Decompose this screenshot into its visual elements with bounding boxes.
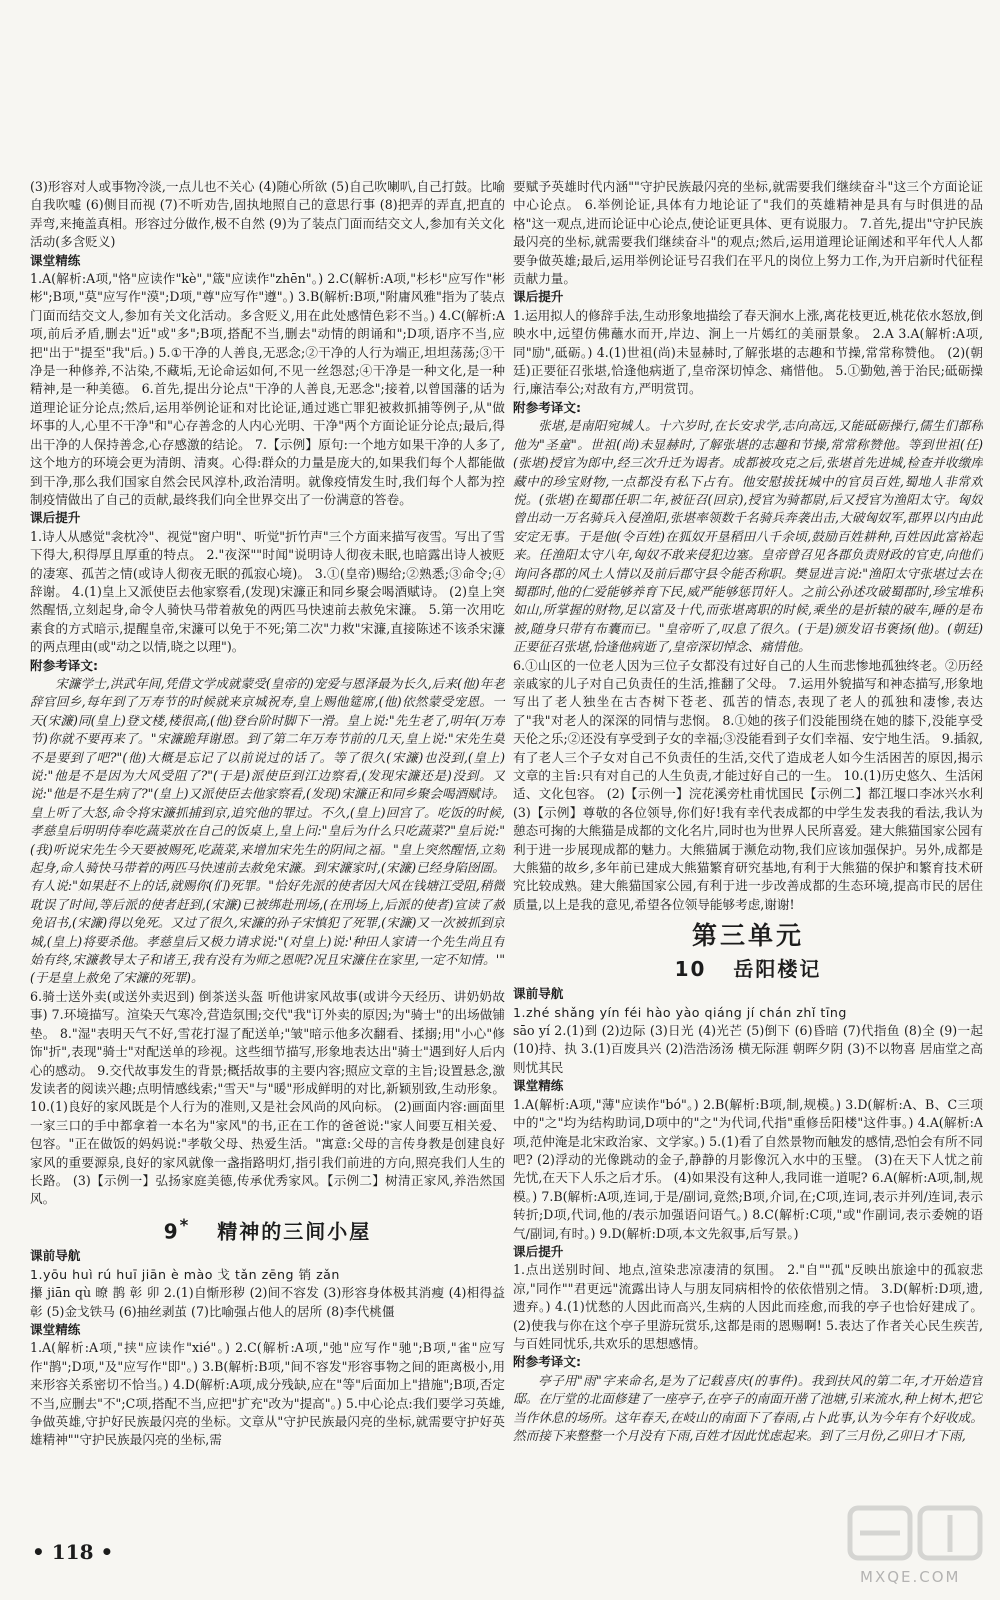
translation-text: 宋濂学士,洪武年间,凭借文学成就蒙受(皇帝的)宠爱与恩泽最为长久,后来(他)年老辞官回乡,每年到了万寿节的时候就来京城祝寿,皇上赐他筵席,(他)依然蒙受宠恩。一天(宋濂)同(皇上)登文楼,楼很高,(他)登台阶时脚下一滑。皇上说:"先生老了,明年(万寿节)你就不要再来了。"宋濂跪拜谢恩。到了第二年万寿节前的几天,皇上说:"宋先生莫不是要到了吧?"(他)大概是忘记了以前说过的话了。等了很久(宋濂)也没到,(皇上)说:"他是不是因为大风受阻了?"(于是)派使臣到江边察看,(发现宋濂还是)没到。又说:"他是不是生病了?"(皇上)又派使臣去他家察看,(发现)宋濂正和同乡聚会喝酒赋诗。皇上听了大怒,命令将宋濂抓捕到京,追究他的罪过。不久,(皇上)回宫了。吃饭的时候,孝慈皇后明明侍奉吃蔬菜放在自己的饭桌上,皇上问:"皇后为什么只吃蔬菜?"皇后说:"(我)听说宋先生今天要被赐死,吃蔬菜,来增加宋先生的阴间之福。"皇上突然醒悟,立刻起身,命人骑快马带着的两匹马快速前去赦免宋濂。到宋濂家时,(宋濂)已经身陷囹圄。有人说:"如果赶不上的话,就赐你(们)死罪。"恰好先派的使者因大风在钱塘江受阻,稍微耽误了时间,等后派的使者赶到,(宋濂)已被绑赴刑场,(在刑场上,后派的使者)宣读了赦免诏书,(宋濂)得以免死。又过了很久,宋濂的孙子宋慎犯了死罪,(宋濂)又一次被抓到京城,(皇上)将要杀他。孝慈皇后又极力请求说:"(对皇上)说:'种田人家请一个先生尚且有始有终,宋濂教导太子和诸王,我有没有为师之恩呢?况且宋濂住在家里,一定不知情。'"(于是皇上赦免了宋濂的死罪)。 — [30, 675, 505, 986]
paragraph: (3)形容对人或事物冷淡,一点儿也不关心 (4)随心所欲 (5)自己吹喇叭,自己打鼓。比喻自我吹嘘 (6)侧目而视 (7)不听劝告,固执地照自己的意思行事 (8)把弄的弄直,把直的弄弯,来掩盖真相。形容过分做作,极不自然 (9)为了装点门面而结交文人,参加有关文化活动(多含贬义) — [30, 179, 505, 250]
paragraph: 1.A(解析:A项,"薄"应读作"bó"。) 2.B(解析:B项,制,规模。) 3.D(解析:A、B、C三项中的"之"均为结构助词,D项中的"之"为代词,代指"重修岳阳楼"这件事。) 4.A(解析:A项,范仲淹是北宋政治家、文学家。) 5.(1)看了自然景物而触发的感情,恐怕会有所不同吧? (2)浮动的光像跳动的金子,静静的月影像沉入水中的玉璧。 (3)在天下人忧之前先忧,在天下人乐之后才乐。 (4)如果没有这种人,我同谁一道呢? 6.A(解析:A项,制,规模。) 7.B(解析:A项,连词,于是/副词,竟然;B项,介词,在;C项,连词,表示并列/连词,表示转折;D项,代词,他的/表示加强语问语气。) 8.C(解析:C项,"或"作副词,表示委婉的语气/副词,有时。) 9.D(解析:D项,本文先叙事,后写景。) — [513, 1096, 983, 1241]
section-heading: 附参考译文: — [513, 399, 582, 415]
section-heading: 课堂精练 — [30, 1322, 81, 1338]
paragraph: 要赋予英雄时代内涵""守护民族最闪亮的坐标,就需要我们继续奋斗"这三个方面论证中心论点。 6.举例论证,具体有力地论证了"我们的英雄精神是具有与时俱进的品格"这一观点,进而论证中心论点,使论证更具体、更有说服力。 7.首先,提出"守护民族最闪亮的坐标,就需要我们继续奋斗"的观点;然后,运用道理论证阐述和平年代人人都要争做英雄;最后,运用举例论证号召我们在平凡的岗位上努力工作,为开启新时代征程贡献力量。 — [513, 179, 983, 287]
section-heading: 课后提升 — [513, 1243, 564, 1259]
translation-block — [513, 417, 983, 656]
translation-text: 亭子用"雨"字来命名,是为了记载喜庆(的事件)。我到扶风的第二年,才开始造官邸。在厅堂的北面修建了一座亭子,在亭子的南面开凿了池塘,引来流水,种上树木,把它当作休息的场所。这年春天,在岐山的南面下了春雨,占卜此事,认为今年有个好收成。然而接下来整整一个月没有下雨,百姓才因此忧虑起来。到了三月份,乙卯日才下雨, — [513, 1372, 983, 1443]
lesson-number: 9 — [163, 1219, 180, 1244]
lesson-title — [513, 955, 983, 983]
page-number: • 118 • — [32, 1540, 114, 1564]
section-heading: 课堂精练 — [513, 1078, 564, 1094]
pinyin-line: 1.zhé shǎng yín féi hào yào qiáng jí chán zhǐ tīng — [513, 1004, 847, 1020]
unit-title: 第三单元 — [691, 921, 804, 951]
translation-block — [513, 1372, 983, 1446]
section-heading: 附参考译文: — [30, 657, 99, 673]
paragraph: 6.骑士送外卖(或送外卖迟到) 倒茶送头盔 听他讲家风故事(或讲今天经历、讲奶奶故事) 7.环境描写。渲染天气寒冷,营造氛围;交代"我"订外卖的原因;为"骑士"的出场做铺垫。 8."湿"表明天气不好,雪花打湿了配送单;"皱"暗示他多次翻看、揉搦;用"小心"修饰"折",表现"骑士"对配送单的珍视。这些细节描写,形象地表达出"骑士"遇到好人后内心的感动。 9.交代故事发生的背景;概括故事的主要内容;照应文章的主旨;设置悬念,激发读者的阅读兴趣;点明情感线索;"雪天"与"暖"形成鲜明的对比,新颖别致,生动形象。 10.(1)良好的家风既是个人行为的准则,又是社会风尚的风向标。 (2)画面内容:画面里一家三口的手中都拿着一本名为"家风"的书,正在工作的爸爸说:"家人间要互相关爱、包容。"正在做饭的妈妈说:"孝敬父母、热爱生活。"寓意:父母的言传身教是创建良好家风的重要源泉,良好的家风就像一盏指路明灯,指引我们前进的方向,照亮我们人生的长路。 (3)【示例一】弘扬家庭美德,传承优秀家风。【示例二】树清正家风,养浩然国风。 — [30, 988, 505, 1207]
right-column — [513, 178, 983, 1542]
lesson-name: 岳阳楼记 — [733, 957, 822, 982]
section-heading: 课前导航 — [513, 986, 564, 1002]
translation-text: 张堪,是南阳宛城人。十六岁时,在长安求学,志向高远,又能砥砺操行,儒生们都称他为"圣童"。世祖(尚)未显赫时,了解张堪的志趣和节操,常常称赞他。等到世祖(任)(张堪)授官为郎中,经三次升迁为谒者。成都被攻克之后,张堪首先进城,检查并收缴库藏中的珍宝财物,一点都没有私下占有。他安慰拔抚城中的官员百姓,蜀地人非常欢悦。(张堪)在蜀郡任职二年,被征召(回京),授官为骑都尉,后又授官为渔阳太守。匈奴曾出动一万名骑兵入侵渔阳,张堪率领数千名骑兵奔袭出击,大破匈奴军,郡界以内由此安定无事。于是他(令百姓)在狐奴开垦稻田八千余顷,鼓励百姓耕种,百姓因此富裕起来。任渔阳太守八年,匈奴不敢来侵犯边塞。皇帝曾召见各郡负责财政的官吏,向他们询问各郡的风土人情以及前后郡守县令能否称职。樊显进言说:"渔阳太守张堪过去在蜀郡时,他的仁爱能够养育下民,威严能够惩罚奸人。之前公孙述攻破蜀郡时,珍宝堆积如山,所掌握的财物,足以富及十代,而张堪离职的时候,乘坐的是折辕的破车,睡的是布被,随身只带有布囊而已。"皇帝听了,叹息了很久。(于是)颁发诏书褒扬(他)。(朝廷)正要征召张堪,恰逢他病逝了,皇帝深切悼念、痛惜他。 — [513, 418, 983, 655]
paragraph: 1.点出送别时间、地点,渲染悲凉凄清的氛围。 2."自""孤"反映出旅途中的孤寂悲凉,"同作""君更远"流露出诗人与朋友同病相怜的依依惜别之情。 3.D(解析:D项,遗,遗弃。) 4.(1)忧愁的人因此而高兴,生病的人因此而痊愈,而我的亭子也恰好建成了。 (2)使我与你在这个亭子里游玩赏乐,这都是雨的恩赐啊! 5.表达了作者关心民生疾苦,与百姓同忧乐,共欢乐的思想感情。 — [513, 1262, 983, 1351]
left-column — [30, 178, 505, 1542]
paragraph: 6.①山区的一位老人因为三位子女都没有过好自己的人生而悲惨地孤独终老。②历经亲戚家的儿子对自己负责任的生活,推翻了父母。 7.运用外貌描写和神态描写,形象地写出了老人独坐在古杏树下苍老、孤苦的情态,表现了老人的孤独和凄惨,表达了"我"对老人的深深的同情与悲悯。 8.①她的孩子们没能围绕在她的膝下,没能享受天伦之乐;②还没有享受到子女的幸福;③没能看到子女们幸福、安宁地生活。 9.插叙,有了老人三个子女对自己不负责任的生活,交代了造成老人如今生活困苦的原因,揭示文章的主旨:只有对自己的人生负责,才能过好自己的一生。 10.(1)历史悠久、生活闲适、文化包容。 (2)【示例一】浣花溪旁杜甫忧国民【示例二】都江堰口李冰兴水利 (3)【示例】尊敬的各位领导,你们好!我有幸代表成都的中学生发表我的看法,我认为憩态可掬的大熊猫是成都的文化名片,同时也为世界人民所喜爱。建大熊猫国家公园有利于进一步展现成都的魅力。大熊猫属于濒危动物,我们应该加强保护。另外,成都是大熊猫的故乡,多年前已建成大熊猫繁育研究基地,有利于大熊猫的保护和繁育技术研究比较成熟。建大熊猫国家公园,有利于进一步改善成都的生态环境,提高市民的居住质量,以上是我的意见,希望各位领导能够考虑,谢谢! — [513, 657, 983, 912]
lesson-title — [30, 1212, 505, 1246]
paragraph: 1.A(解析:A项,"挟"应读作"xié"。) 2.C(解析:A项,"弛"应写作"驰";B项,"雀"应写作"鹊";D项,"及"应写作"即"。) 3.B(解析:B项,"间不容发"形容事物之间的距离极小,用来形容关系密切不恰当。) 4.D(解析:A项,成分残缺,应在"等"后面加上"措施";B项,否定不当,应删去"不";C项,搭配不当,应把"扩充"改为"提高"。) 5.中心论点:我们要学习英雄,争做英雄,守护好民族最闪亮的坐标。文章从"守护民族最闪亮的坐标,就需要守护好英雄精神""守护民族最闪亮的坐标,需 — [30, 1340, 505, 1448]
lesson-mark: * — [179, 1215, 191, 1235]
paragraph: 1.诗人从感觉"衾枕冷"、视觉"窗户明"、听觉"折竹声"三个方面来描写夜雪。写出了雪下得大,积得厚且厚重的特点。 2."夜深""时闻"说明诗人彻夜未眠,也暗露出诗人被贬的凄寒、孤苦之情(或诗人彻夜无眠的孤寂心境)。 3.①(皇帝)赐给;②熟悉;③命令;④辞谢。 4.(1)皇上又派使臣去他家察看,(发现)宋濂正和同乡聚会喝酒赋诗。 (2)皇上突然醒悟,立刻起身,命令人骑快马带着赦免的两匹马快速前去赦免宋濂。 5.第一次用吃素食的方式暗示,提醒皇帝,宋濂可以免于不死;第二次"力救"宋濂,直接陈述不该杀宋濂的两点理由(或"动之以情,晓之以理")。 — [30, 528, 505, 655]
paragraph: sāo yí 2.(1)到 (2)边际 (3)日光 (4)光芒 (5)倒下 (6)昏暗 (7)代指鱼 (8)全 (9)一起 (10)持、执 3.(1)百废具兴 (2)浩浩汤汤 横无际涯 朝晖夕阴 (3)不以物喜 居庙堂之高则忧其民 — [513, 1023, 983, 1075]
section-heading: 课堂精练 — [30, 252, 81, 268]
section-heading: 课前导航 — [30, 1248, 81, 1264]
section-heading: 课后提升 — [513, 289, 564, 305]
section-heading: 课后提升 — [30, 510, 81, 526]
section-heading: 附参考译文: — [513, 1354, 582, 1370]
paragraph: 1.运用拟人的修辞手法,生动形象地描绘了春天涧水上涨,离花枝更近,桃花依水怒放,倒映水中,远望仿佛蘸水而开,岸边、涧上一片嫣红的美丽景象。 2.A 3.A(解析:A项,同"励",砥砺。) 4.(1)世祖(尚)未显赫时,了解张堪的志趣和节操,常常称赞他。 (2)(朝廷)正要征召张堪,恰逢他病逝了,皇帝深切悼念、痛惜他。 5.①勤勉,善于治民;砥砺操行,廉洁奉公;对敌有方,严明赏罚。 — [513, 307, 983, 397]
translation-block — [30, 675, 505, 988]
pinyin-line: 1.yōu huì rú huī jiān è mào 戈 tǎn zēng 销 zǎn — [30, 1266, 340, 1282]
lesson-number: 10 — [674, 957, 707, 982]
watermark-text: MXQE.COM — [860, 1568, 961, 1586]
paragraph: 1.A(解析:A项,"恪"应读作"kè","箴"应读作"zhēn"。) 2.C(解析:A项,"杉杉"应写作"彬彬";B项,"莫"应写作"漠";D项,"尊"应写作"遵"。) 3.B(解析:B项,"附庸风雅"指为了装点门面而结交文人,参加有关文化活动。多含贬义,用在此处感情色彩不当。) 4.C(解析:A项,前后矛盾,删去"近"或"多";B项,搭配不当,删去"动情的朗诵和";D项,语序不当,应把"出于"提至"我"后。) 5.①干净的人善良,无恶念;②干净的人行为端正,坦坦荡荡;③干净是一种修养,不沾染,不藏垢,无论命运如何,不见一丝怨怼;④干净是一种文化,是一种精神,是一种美德。 6.首先,提出分论点"干净的人善良,无恶念";接着,以曾国藩的话为道理论证分论点;然后,运用举例论证和对比论证,通过逃亡罪犯被救抓捕等例子,从"做坏事的人,心里不干净"和"心存善念的人内心光明、干净"两个方面论证分论点;最后,得出干净的人保持善念,心存感激的结论。 7.【示例】原句:一个地方如果干净的人多了,这个地方的环境会更为清朗、清爽。心得:群众的力量是庞大的,如果我们每个人都能做到干净,那么我们国家自然会民风淳朴,政治清明。就像疫情发生时,我们每个人都为控制疫情做出了自己的贡献,最终我们向全世界交出了一份满意的答卷。 — [30, 271, 505, 507]
paragraph: 攥 jiān qù 暸 鹊 彰 卯 2.(1)自惭形秽 (2)间不容发 (3)形容身体极其消瘦 (4)相得益彰 (5)金戈铁马 (6)抽丝剥茧 (7)比喻强占他人的居所 (8)李代桃僵 — [30, 1285, 505, 1319]
lesson-name: 精神的三间小屋 — [217, 1219, 372, 1244]
